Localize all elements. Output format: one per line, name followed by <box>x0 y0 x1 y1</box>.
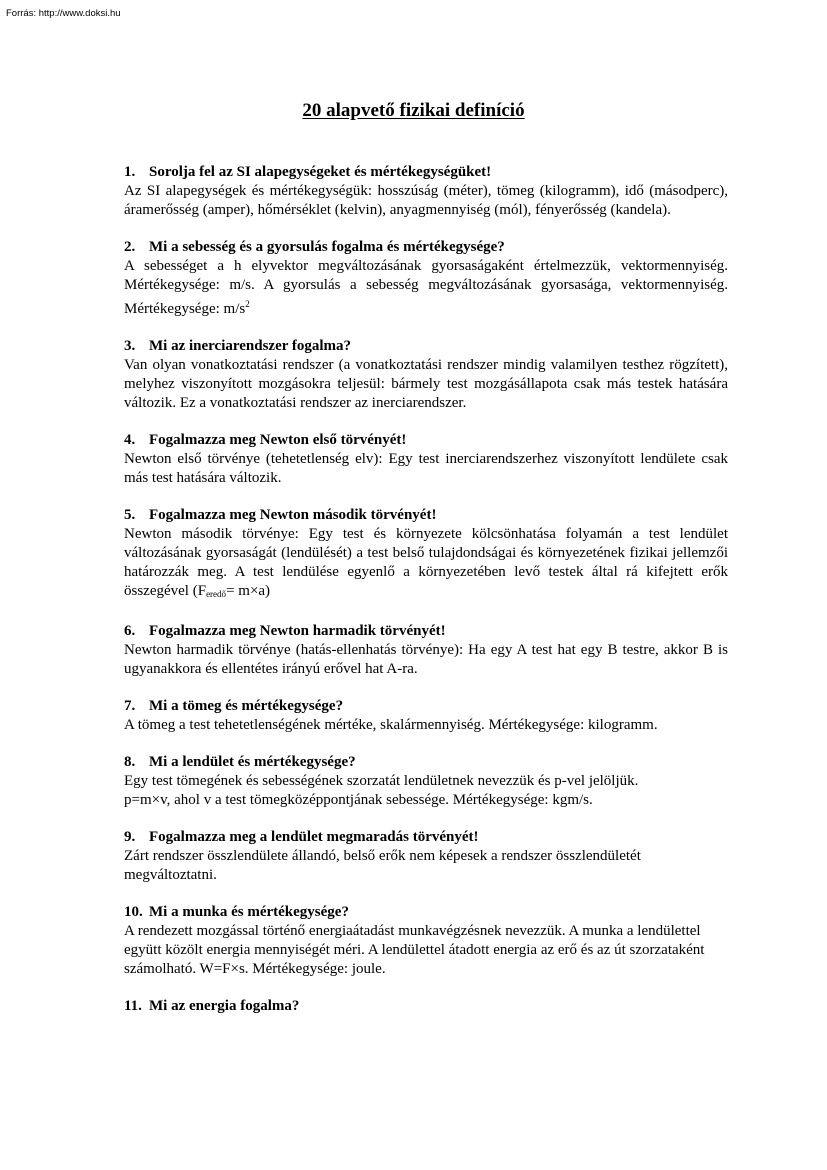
question-text: Mi a sebesség és a gyorsulás fogalma és mértékegysége? <box>149 239 505 255</box>
question-number: 5. <box>124 507 136 523</box>
section-9 <box>124 828 728 885</box>
section-10 <box>124 903 728 979</box>
question-heading <box>124 753 728 772</box>
question-number: 1. <box>124 164 136 180</box>
section-2 <box>124 238 728 319</box>
answer-main: Newton második törvénye: Egy test és környezete kölcsönhatása folyamán a test lendület változásának gyorsaságát (lendülését) a test belső tulajdondságai és környezetének fizikai jellemzői határozzák meg. A test lendülése egyenlő a környezetében levő testek által rá kifejtett erők összegével (F <box>124 526 728 599</box>
question-number: 11. <box>124 998 142 1014</box>
answer-text <box>124 525 728 604</box>
subscript: eredő <box>206 589 227 599</box>
question-number: 4. <box>124 432 136 448</box>
source-note: Forrás: http://www.doksi.hu <box>6 8 121 19</box>
question-number: 7. <box>124 698 136 714</box>
question-number: 9. <box>124 829 136 845</box>
question-heading <box>124 337 728 356</box>
answer-text: Van olyan vonatkoztatási rendszer (a vonatkoztatási rendszer mindig valamilyen testhez rögzített), melyhez viszonyított mozgásokra teljesül: bármely test mozgásállapota csak más testek hatására változik. Ez a vonatkoztatási rendszer az inerciarendszer. <box>124 357 728 411</box>
question-number: 6. <box>124 623 136 639</box>
answer-text: Egy test tömegének és sebességének szorzatát lendületnek nevezzük és p-vel jelöljük. <box>124 773 639 789</box>
superscript: 2 <box>245 299 250 309</box>
question-text: Sorolja fel az SI alapegységeket és mértékegységüket! <box>149 164 492 180</box>
question-text: Fogalmazza meg Newton harmadik törvényét! <box>149 623 446 639</box>
question-heading <box>124 997 728 1016</box>
question-heading <box>124 828 728 847</box>
answer-text: Az SI alapegységek és mértékegységük: hosszúság (méter), tömeg (kilogramm), idő (másodperc), áramerősség (amper), hőmérséklet (kelvin), anyagmennyiség (mól), fényerősség (kandela). <box>124 183 728 218</box>
question-heading <box>124 622 728 641</box>
question-text: Mi az inerciarendszer fogalma? <box>149 338 352 354</box>
document-body <box>124 163 728 1034</box>
question-number: 3. <box>124 338 136 354</box>
answer-main: A sebességet a h elyvektor megváltozásának gyorsaságaként értelmezzük, vektormennyiség. Mértékegysége: m/s. A gyorsulás a sebesség megváltozásának gyorsasága, vektormennyiség. Mértékegysége: m/s <box>124 258 728 317</box>
question-heading <box>124 238 728 257</box>
question-heading <box>124 163 728 182</box>
question-heading <box>124 697 728 716</box>
section-3 <box>124 337 728 413</box>
question-number: 2. <box>124 239 136 255</box>
question-heading <box>124 431 728 450</box>
question-text: Fogalmazza meg a lendület megmaradás törvényét! <box>149 829 479 845</box>
question-text: Mi a munka és mértékegysége? <box>149 904 349 920</box>
section-11 <box>124 997 728 1016</box>
question-text: Mi a lendület és mértékegysége? <box>149 754 356 770</box>
answer-text: Newton harmadik törvénye (hatás-ellenhatás törvénye): Ha egy A test hat egy B testre, akkor B is ugyanakkora és ellentétes irányú erővel hat A-ra. <box>124 642 728 677</box>
section-4 <box>124 431 728 488</box>
question-heading <box>124 506 728 525</box>
answer-text: Zárt rendszer összlendülete állandó, belső erők nem képesek a rendszer összlendületét megváltoztatni. <box>124 848 641 883</box>
page-title: 20 alapvető fizikai definíció <box>302 100 525 121</box>
section-1 <box>124 163 728 220</box>
question-text: Fogalmazza meg Newton második törvényét! <box>149 507 437 523</box>
question-text: Fogalmazza meg Newton első törvényét! <box>149 432 407 448</box>
question-number: 8. <box>124 754 136 770</box>
section-7 <box>124 697 728 735</box>
section-5 <box>124 506 728 604</box>
question-heading <box>124 903 728 922</box>
section-6 <box>124 622 728 679</box>
answer-text <box>124 257 728 319</box>
question-number: 10. <box>124 904 143 920</box>
question-text: Mi a tömeg és mértékegysége? <box>149 698 344 714</box>
section-8 <box>124 753 728 810</box>
answer-text: Newton első törvénye (tehetetlenség elv): Egy test inerciarendszerhez viszonyított lendülete csak más test hatására változik. <box>124 451 728 486</box>
answer-text: A tömeg a test tehetetlenségének mértéke, skalármennyiség. Mértékegysége: kilogramm. <box>124 717 658 733</box>
answer-text: A rendezett mozgással történő energiaátadást munkavégzésnek nevezzük. A munka a lendülettel együtt közölt energia mennyiségét méri. A lendülettel átadott energia az erő és az út szorzataként számolható. W=F×s. Mértékegysége: joule. <box>124 923 705 977</box>
answer-tail: = m×a) <box>226 583 271 599</box>
question-text: Mi az energia fogalma? <box>149 998 300 1014</box>
answer-text-line2: p=m×v, ahol v a test tömegközéppontjának sebessége. Mértékegysége: kgm/s. <box>124 792 593 808</box>
